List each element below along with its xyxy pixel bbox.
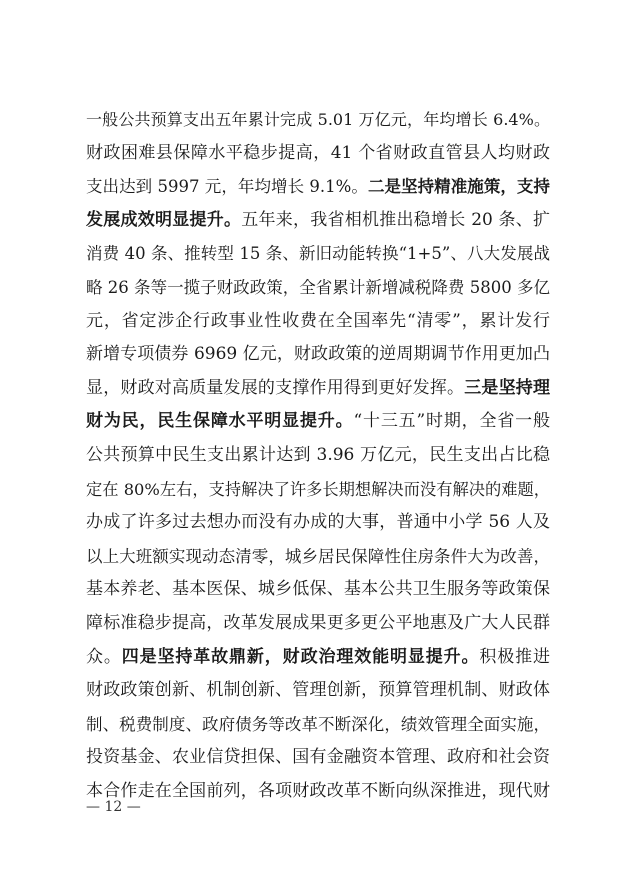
text-line [86,137,550,171]
body-text-segment: 公共预算中民生支出累计达到 3.96 万亿元，民生支出占比稳 [86,444,550,465]
page-number: — 12 — [86,799,141,815]
body-text-segment: 本合作走在全国前列，各项财政改革不断向纵深推进，现代财 [86,780,550,801]
text-line [86,741,550,775]
body-text-segment: 一般公共预算支出五年累计完成 5.01 万亿元，年均增长 6.4%。 [86,110,550,129]
emphasis-text: 发展成效明显提升。 [86,209,242,230]
body-text-segment: 元，省定涉企行政事业性收费在全国率先“清零”，累计发行 [86,310,550,331]
text-line [86,103,550,137]
text-line [86,775,550,809]
text-line [86,607,550,641]
body-text-segment: 基本养老、基本医保、城乡低保、基本公共卫生服务等政策保 [86,579,550,600]
body-text-segment: 新增专项债券 6969 亿元，财政政策的逆周期调节作用更加凸 [86,344,550,365]
body-text-segment: 支出达到 5997 元，年均增长 9.1%。 [86,177,368,197]
body-text-segment: 财政政策创新、机制创新、管理创新，预算管理机制、财政体 [86,680,550,701]
text-line [86,674,550,708]
body-text-segment: 五年来，我省相机推出稳增长 20 条、扩 [241,209,551,230]
body-text-segment: 投资基金、农业信贷担保、国有金融资本管理、政府和社会资 [86,747,550,768]
body-text-segment: 定在 80%左右，支持解决了许多长期想解决而没有解决的难题， [86,479,550,499]
emphasis-text: 三是坚持理 [464,377,551,398]
text-line [86,506,550,540]
body-text-segment: “十三五”时期，全省一般 [353,411,550,432]
body-text-segment: 众。 [86,646,122,667]
body-text-segment: 积极推进 [479,646,551,667]
body-text-segment: 制、税费制度、政府债务等改革不断深化，绩效管理全面实施， [86,714,550,734]
body-text-segment: 消费 40 条、推转型 15 条、新旧动能转换“1+5”、八大发展战 [86,244,550,264]
text-line [86,540,550,574]
body-text [86,103,550,808]
text-line [86,473,550,507]
text-line [86,338,550,372]
text-line [86,305,550,339]
text-line [86,237,550,271]
body-text-segment: 以上大班额实现动态清零，城乡居民保障性住房条件大为改善， [86,546,550,566]
body-text-segment: 办成了许多过去想办而没有办成的大事，普通中小学 56 人及 [86,512,550,533]
text-line [86,204,550,238]
body-text-segment: 显，财政对高质量发展的支撑作用得到更好发挥。 [86,377,465,398]
text-line [86,573,550,607]
body-text-segment: 略 26 条等一揽子财政政策，全省累计新增减税降费 5800 多亿 [86,277,550,297]
text-line [86,439,550,473]
text-line [86,271,550,305]
emphasis-text: 财为民，民生保障水平明显提升。 [86,411,354,432]
text-line [86,372,550,406]
body-text-segment: 障标准稳步提高，改革发展成果更多更公平地惠及广大人民群 [86,612,550,633]
emphasis-text: 四是坚持革故鼎新，财政治理效能明显提升。 [121,646,480,667]
emphasis-text: 二是坚持精准施策，支持 [367,177,550,197]
text-line [86,708,550,742]
text-line [86,405,550,439]
text-line [86,641,550,675]
text-line [86,170,550,204]
body-text-segment: 财政困难县保障水平稳步提高，41 个省财政直管县人均财政 [86,142,550,163]
